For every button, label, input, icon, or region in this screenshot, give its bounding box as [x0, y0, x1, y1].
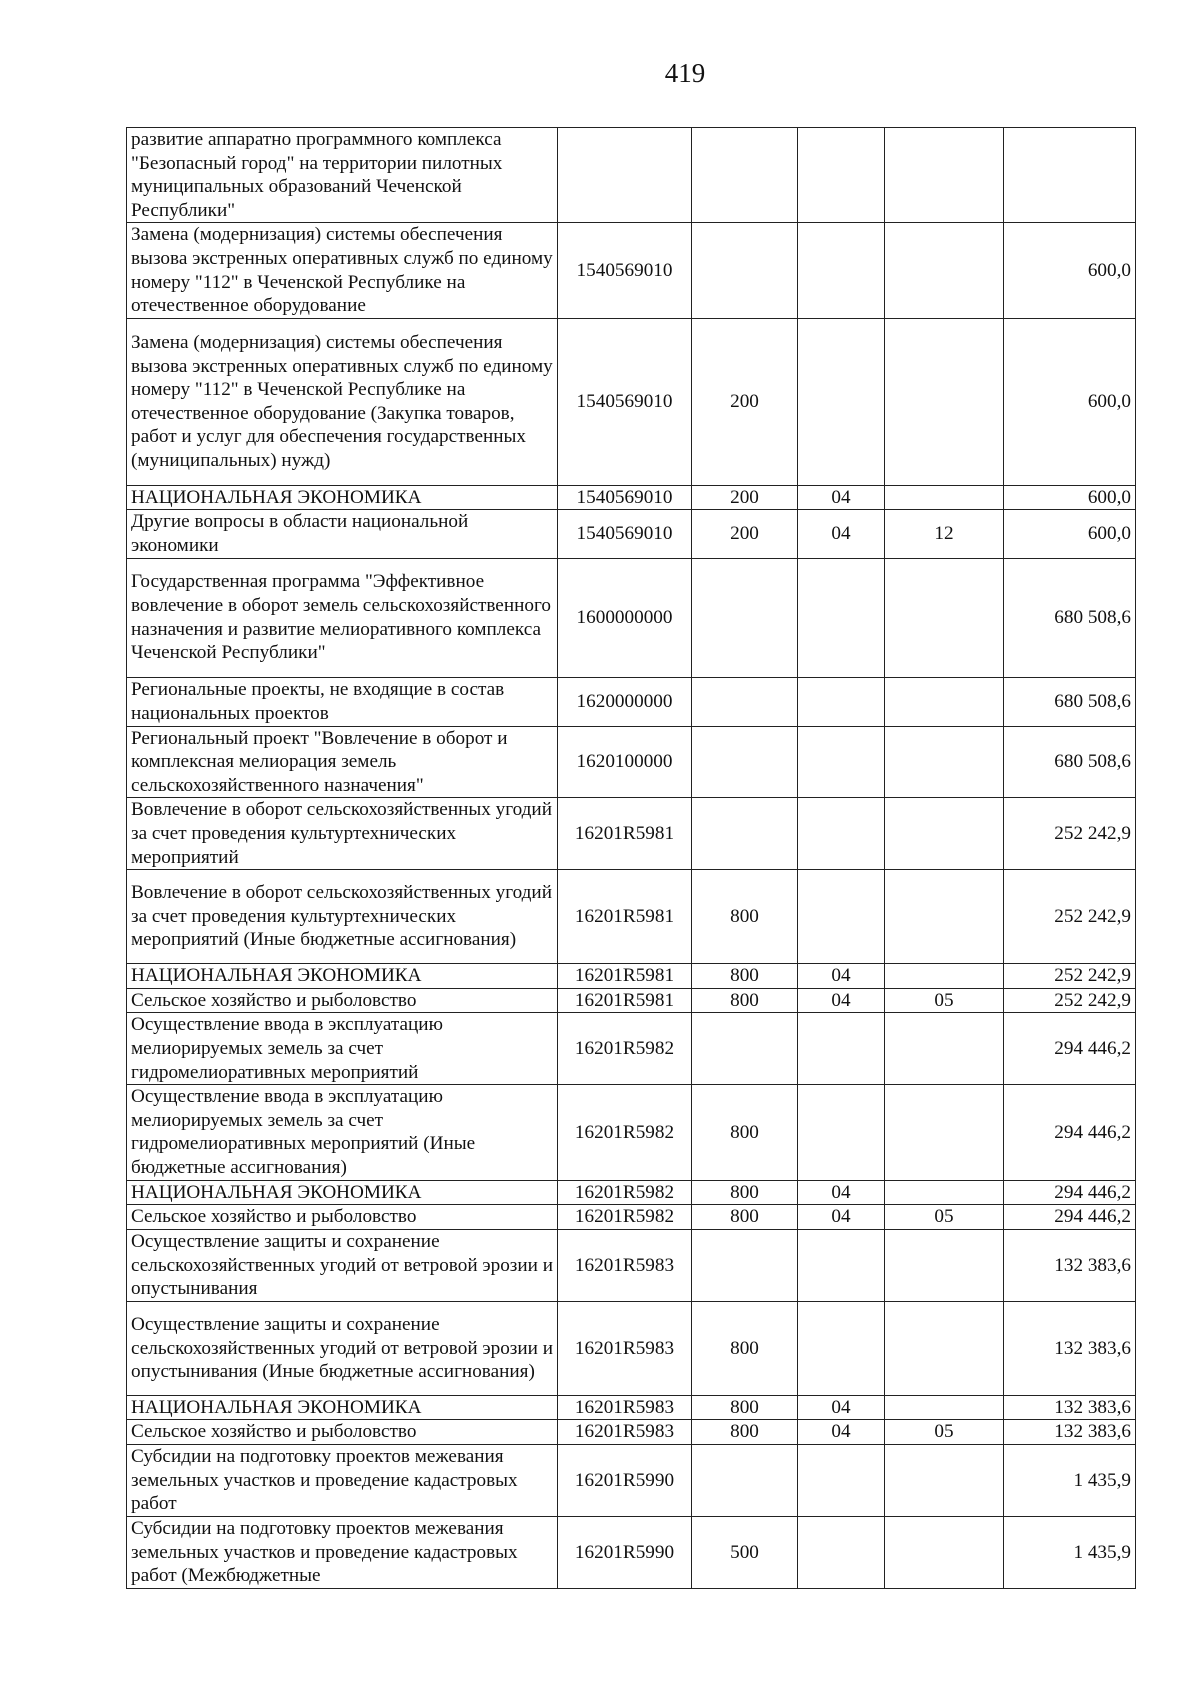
table-row — [127, 485, 1136, 510]
table-row — [127, 128, 1136, 223]
cell-code: 1600000000 — [558, 558, 692, 677]
cell-vr — [692, 223, 798, 318]
table-row — [127, 964, 1136, 989]
cell-name: развитие аппаратно программного комплекса "Безопасный город" на территории пилотных муниципальных образований Чеченской Республики" — [127, 128, 558, 223]
cell-name: Замена (модернизация) системы обеспечения вызова экстренных оперативных служб по единому номеру "112" в Чеченской Республике на отечественное оборудование (Закупка товаров, работ и услуг для обеспечения государственных (муниципальных) нужд) — [127, 318, 558, 485]
cell-vr: 800 — [692, 1420, 798, 1445]
cell-code: 16201R5983 — [558, 1395, 692, 1420]
cell-sum: 680 508,6 — [1004, 558, 1136, 677]
table-row — [127, 1420, 1136, 1445]
cell-name: Государственная программа "Эффективное вовлечение в оборот земель сельскохозяйственного назначения и развитие мелиоративного комплекса Чеченской Республики" — [127, 558, 558, 677]
cell-pr — [885, 798, 1004, 870]
cell-sum: 252 242,9 — [1004, 988, 1136, 1013]
cell-vr — [692, 677, 798, 726]
cell-rz — [798, 870, 885, 964]
cell-rz: 04 — [798, 1180, 885, 1205]
cell-name: Региональный проект "Вовлечение в оборот и комплексная мелиорация земель сельскохозяйственного назначения" — [127, 726, 558, 798]
cell-rz: 04 — [798, 1205, 885, 1230]
cell-pr: 05 — [885, 1420, 1004, 1445]
cell-vr — [692, 1229, 798, 1301]
cell-vr: 800 — [692, 964, 798, 989]
table-row — [127, 1395, 1136, 1420]
cell-code: 1540569010 — [558, 510, 692, 558]
cell-vr — [692, 128, 798, 223]
cell-vr: 800 — [692, 988, 798, 1013]
cell-pr — [885, 485, 1004, 510]
cell-rz — [798, 1301, 885, 1395]
cell-name: Сельское хозяйство и рыболовство — [127, 1420, 558, 1445]
cell-name: НАЦИОНАЛЬНАЯ ЭКОНОМИКА — [127, 485, 558, 510]
table-row — [127, 223, 1136, 318]
cell-name: Субсидии на подготовку проектов межевания земельных участков и проведение кадастровых работ (Межбюджетные — [127, 1517, 558, 1589]
cell-vr: 200 — [692, 485, 798, 510]
cell-rz — [798, 223, 885, 318]
table-row — [127, 677, 1136, 726]
cell-code: 1540569010 — [558, 318, 692, 485]
cell-name: Осуществление защиты и сохранение сельскохозяйственных угодий от ветровой эрозии и опустынивания — [127, 1229, 558, 1301]
cell-pr — [885, 1517, 1004, 1589]
cell-pr — [885, 1301, 1004, 1395]
cell-code: 16201R5981 — [558, 964, 692, 989]
table-row — [127, 988, 1136, 1013]
cell-vr — [692, 1445, 798, 1517]
cell-code: 16201R5983 — [558, 1229, 692, 1301]
cell-name: Субсидии на подготовку проектов межевания земельных участков и проведение кадастровых работ — [127, 1445, 558, 1517]
table-row — [127, 798, 1136, 870]
cell-vr — [692, 1013, 798, 1085]
table-row — [127, 726, 1136, 798]
cell-pr — [885, 318, 1004, 485]
cell-code: 1540569010 — [558, 485, 692, 510]
cell-rz — [798, 1229, 885, 1301]
cell-sum: 680 508,6 — [1004, 726, 1136, 798]
cell-rz: 04 — [798, 964, 885, 989]
cell-sum: 252 242,9 — [1004, 798, 1136, 870]
cell-sum: 294 446,2 — [1004, 1085, 1136, 1180]
table-row — [127, 870, 1136, 964]
cell-rz — [798, 318, 885, 485]
cell-rz — [798, 128, 885, 223]
table-row — [127, 1301, 1136, 1395]
cell-sum: 600,0 — [1004, 510, 1136, 558]
table-row — [127, 1013, 1136, 1085]
cell-vr: 500 — [692, 1517, 798, 1589]
cell-name: Сельское хозяйство и рыболовство — [127, 1205, 558, 1230]
cell-rz — [798, 558, 885, 677]
cell-vr — [692, 726, 798, 798]
table-row — [127, 1229, 1136, 1301]
cell-name: Замена (модернизация) системы обеспечения вызова экстренных оперативных служб по единому номеру "112" в Чеченской Республике на отечественное оборудование — [127, 223, 558, 318]
cell-name: Вовлечение в оборот сельскохозяйственных угодий за счет проведения культуртехнических мероприятий (Иные бюджетные ассигнования) — [127, 870, 558, 964]
table-row — [127, 1445, 1136, 1517]
cell-sum: 132 383,6 — [1004, 1301, 1136, 1395]
table-row — [127, 510, 1136, 558]
cell-name: Вовлечение в оборот сельскохозяйственных угодий за счет проведения культуртехнических мероприятий — [127, 798, 558, 870]
cell-name: Региональные проекты, не входящие в состав национальных проектов — [127, 677, 558, 726]
cell-name: НАЦИОНАЛЬНАЯ ЭКОНОМИКА — [127, 1395, 558, 1420]
cell-vr: 800 — [692, 1301, 798, 1395]
cell-code: 16201R5981 — [558, 870, 692, 964]
cell-code: 16201R5981 — [558, 988, 692, 1013]
table-row — [127, 1517, 1136, 1589]
cell-rz: 04 — [798, 1420, 885, 1445]
cell-vr — [692, 558, 798, 677]
cell-sum: 600,0 — [1004, 318, 1136, 485]
cell-code — [558, 128, 692, 223]
cell-sum: 1 435,9 — [1004, 1445, 1136, 1517]
cell-sum: 294 446,2 — [1004, 1180, 1136, 1205]
cell-code: 16201R5990 — [558, 1445, 692, 1517]
cell-pr — [885, 558, 1004, 677]
cell-rz: 04 — [798, 1395, 885, 1420]
cell-rz — [798, 1013, 885, 1085]
table-row — [127, 318, 1136, 485]
cell-pr — [885, 1085, 1004, 1180]
cell-sum: 600,0 — [1004, 223, 1136, 318]
cell-name: Сельское хозяйство и рыболовство — [127, 988, 558, 1013]
cell-vr — [692, 798, 798, 870]
cell-vr: 800 — [692, 1180, 798, 1205]
cell-rz: 04 — [798, 485, 885, 510]
cell-sum: 294 446,2 — [1004, 1205, 1136, 1230]
cell-code: 1540569010 — [558, 223, 692, 318]
cell-pr — [885, 1013, 1004, 1085]
cell-vr: 800 — [692, 870, 798, 964]
cell-rz — [798, 1445, 885, 1517]
cell-vr: 200 — [692, 318, 798, 485]
cell-sum: 680 508,6 — [1004, 677, 1136, 726]
cell-rz — [798, 677, 885, 726]
cell-rz: 04 — [798, 510, 885, 558]
cell-vr: 800 — [692, 1395, 798, 1420]
cell-name: Другие вопросы в области национальной экономики — [127, 510, 558, 558]
cell-code: 16201R5983 — [558, 1301, 692, 1395]
cell-pr: 05 — [885, 1205, 1004, 1230]
table-row — [127, 1205, 1136, 1230]
cell-pr — [885, 677, 1004, 726]
cell-pr — [885, 1445, 1004, 1517]
cell-code: 16201R5983 — [558, 1420, 692, 1445]
budget-table — [126, 127, 1136, 1589]
cell-code: 16201R5982 — [558, 1180, 692, 1205]
cell-sum: 252 242,9 — [1004, 964, 1136, 989]
table-row — [127, 1085, 1136, 1180]
cell-code: 16201R5982 — [558, 1013, 692, 1085]
cell-code: 16201R5981 — [558, 798, 692, 870]
cell-code: 1620100000 — [558, 726, 692, 798]
cell-pr: 05 — [885, 988, 1004, 1013]
cell-rz — [798, 1085, 885, 1180]
cell-pr — [885, 1229, 1004, 1301]
cell-vr: 800 — [692, 1205, 798, 1230]
cell-sum: 132 383,6 — [1004, 1420, 1136, 1445]
cell-pr — [885, 223, 1004, 318]
cell-sum: 294 446,2 — [1004, 1013, 1136, 1085]
cell-rz — [798, 1517, 885, 1589]
cell-name: Осуществление защиты и сохранение сельскохозяйственных угодий от ветровой эрозии и опустынивания (Иные бюджетные ассигнования) — [127, 1301, 558, 1395]
table-row — [127, 1180, 1136, 1205]
cell-sum: 252 242,9 — [1004, 870, 1136, 964]
cell-name: Осуществление ввода в эксплуатацию мелиорируемых земель за счет гидромелиоративных мероприятий (Иные бюджетные ассигнования) — [127, 1085, 558, 1180]
cell-vr: 800 — [692, 1085, 798, 1180]
cell-vr: 200 — [692, 510, 798, 558]
cell-pr — [885, 870, 1004, 964]
cell-code: 1620000000 — [558, 677, 692, 726]
cell-name: НАЦИОНАЛЬНАЯ ЭКОНОМИКА — [127, 1180, 558, 1205]
cell-code: 16201R5982 — [558, 1085, 692, 1180]
page-number: 419 — [664, 58, 706, 88]
cell-pr — [885, 964, 1004, 989]
table-row — [127, 558, 1136, 677]
cell-pr: 12 — [885, 510, 1004, 558]
cell-sum: 600,0 — [1004, 485, 1136, 510]
cell-rz — [798, 726, 885, 798]
cell-rz — [798, 798, 885, 870]
cell-pr — [885, 1395, 1004, 1420]
cell-pr — [885, 128, 1004, 223]
cell-pr — [885, 726, 1004, 798]
cell-sum: 132 383,6 — [1004, 1395, 1136, 1420]
cell-rz: 04 — [798, 988, 885, 1013]
cell-name: Осуществление ввода в эксплуатацию мелиорируемых земель за счет гидромелиоративных мероприятий — [127, 1013, 558, 1085]
cell-sum: 1 435,9 — [1004, 1517, 1136, 1589]
cell-pr — [885, 1180, 1004, 1205]
cell-code: 16201R5990 — [558, 1517, 692, 1589]
cell-sum — [1004, 128, 1136, 223]
cell-sum: 132 383,6 — [1004, 1229, 1136, 1301]
budget-table-body — [127, 128, 1136, 1589]
cell-code: 16201R5982 — [558, 1205, 692, 1230]
cell-name: НАЦИОНАЛЬНАЯ ЭКОНОМИКА — [127, 964, 558, 989]
